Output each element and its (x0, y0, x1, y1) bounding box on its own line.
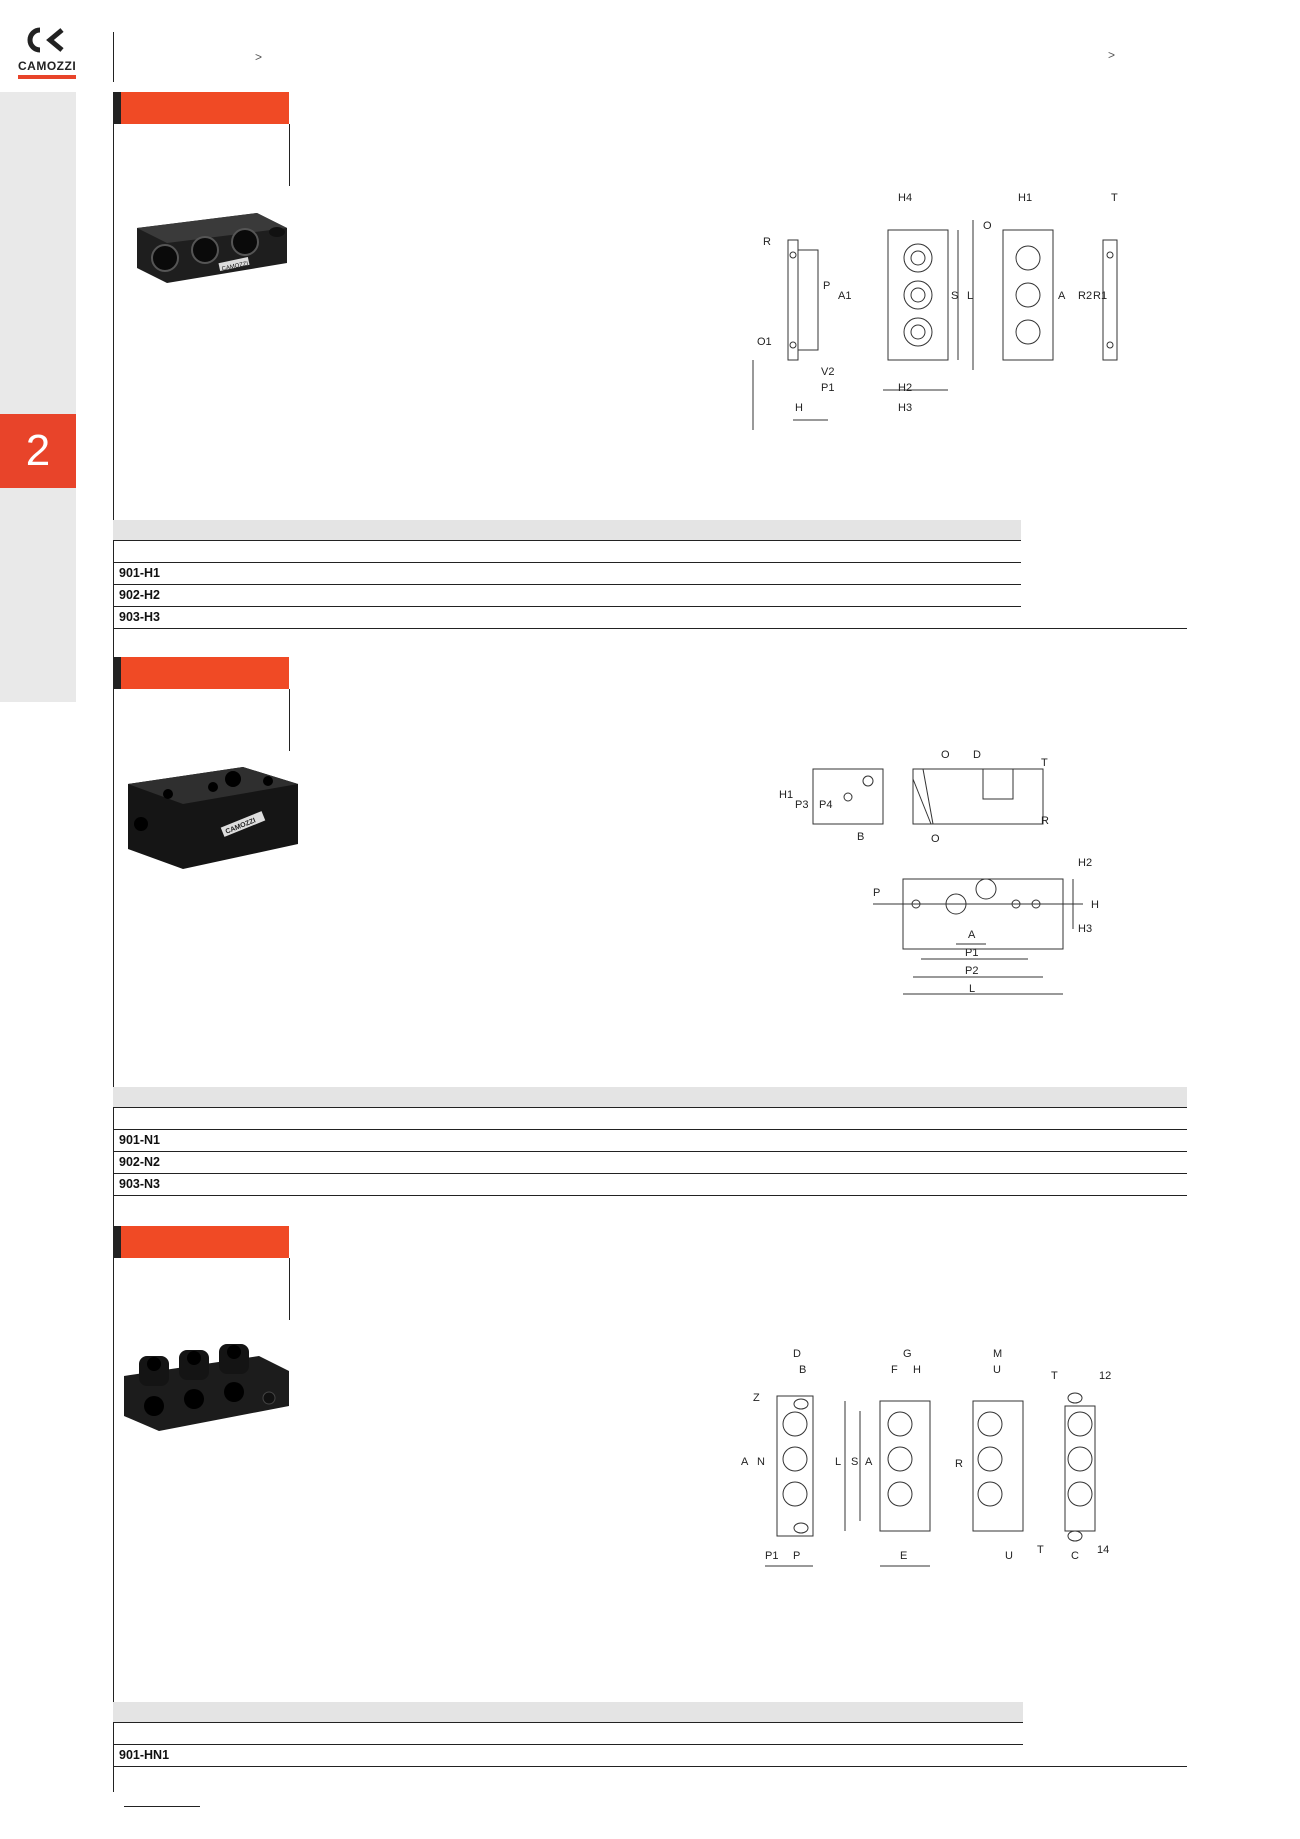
dim-label: O1 (757, 336, 772, 348)
dim-label: U (1005, 1550, 1013, 1562)
dim-label: P3 (795, 799, 809, 811)
dim-label: T (1051, 1370, 1058, 1382)
dim-label: A (1058, 290, 1066, 302)
dim-label: B (857, 831, 865, 843)
dim-label: A (865, 1456, 873, 1468)
dim-label: A1 (838, 290, 852, 302)
table-rule (113, 1766, 1187, 1767)
table-header-row (113, 1702, 1023, 1722)
product-photo-h (127, 188, 297, 308)
dim-label: V2 (821, 366, 835, 378)
dim-label: T (1111, 192, 1118, 204)
chapter-sidebar (0, 92, 76, 702)
header-divider (113, 32, 114, 82)
dim-label: H2 (1078, 857, 1093, 869)
table-rule (113, 1195, 1187, 1196)
dim-label: D (973, 749, 981, 761)
section-header-rule (289, 689, 290, 751)
technical-drawing-h (733, 190, 1153, 430)
dim-label: R (763, 236, 771, 248)
section-header-accent (113, 92, 121, 124)
dim-label: P4 (819, 799, 833, 811)
technical-drawing-n (773, 739, 1213, 1019)
table-header-row (113, 520, 1021, 540)
dim-label: O (931, 833, 940, 845)
brand-underline (18, 75, 76, 79)
dim-label: E (900, 1550, 908, 1562)
table-row-code: 903-H3 (119, 610, 160, 624)
table-row-code: 901-HN1 (119, 1748, 170, 1762)
table-rule (113, 540, 1021, 541)
table-row-code: 901-H1 (119, 566, 160, 580)
dim-label: O (941, 749, 950, 761)
dim-label: 14 (1097, 1544, 1110, 1556)
table-rule (113, 1744, 1023, 1745)
dim-label: R (955, 1458, 963, 1470)
dim-label: 12 (1099, 1370, 1112, 1382)
table-rule (113, 584, 1021, 585)
breadcrumb-arrow-left[interactable]: > (255, 50, 263, 64)
table-rule (113, 628, 1187, 629)
dim-label: P (873, 887, 881, 899)
dim-label: A (741, 1456, 749, 1468)
dim-label: S (851, 1456, 859, 1468)
dim-label: N (757, 1456, 765, 1468)
photo-h-logo: CAMOZZI (221, 261, 249, 273)
dim-label: H1 (1018, 192, 1033, 204)
section-header-rule (289, 1258, 290, 1320)
table-row-code: 903-N3 (119, 1177, 160, 1191)
table-rule (113, 1151, 1187, 1152)
section-header-accent (113, 657, 121, 689)
dim-label: A (968, 929, 976, 941)
technical-drawing-hn (735, 1346, 1175, 1586)
section-header-bar (121, 657, 289, 689)
dim-label: D (793, 1348, 801, 1360)
dim-label: H3 (1078, 923, 1093, 935)
product-photo-hn (119, 1336, 299, 1446)
drawing-hn-labels (735, 1346, 1175, 1586)
dim-label: L (969, 983, 976, 995)
drawing-h-labels (733, 190, 1153, 430)
dim-label: G (903, 1348, 912, 1360)
dim-label: H1 (779, 789, 794, 801)
photo-n-logo: CAMOZZI (224, 817, 257, 836)
section-n (113, 657, 1191, 1197)
dim-label: H (1091, 899, 1099, 911)
camozzi-logo-mark-icon (18, 26, 76, 54)
dim-label: P2 (965, 965, 979, 977)
dim-label: H3 (898, 402, 913, 414)
section-header-accent (113, 1226, 121, 1258)
dim-label: M (993, 1348, 1003, 1360)
dim-label: R (1041, 815, 1049, 827)
dim-label: C (1071, 1550, 1079, 1562)
dim-label: F (891, 1364, 898, 1376)
section-header-rule (289, 124, 290, 186)
dim-label: R1 (1093, 290, 1108, 302)
dim-label: P (793, 1550, 801, 1562)
dim-label: H4 (898, 192, 913, 204)
table-rule (113, 1129, 1187, 1130)
table-row-code: 901-N1 (119, 1133, 160, 1147)
drawing-n-labels (773, 739, 1213, 1019)
section-hn (113, 1226, 1191, 1766)
table-header-row (113, 1087, 1187, 1107)
section-header-bar (121, 1226, 289, 1258)
dim-label: O (983, 220, 992, 232)
dim-label: B (799, 1364, 807, 1376)
dim-label: Z (753, 1392, 760, 1404)
footer-rule (124, 1806, 200, 1807)
dim-label: H (913, 1364, 921, 1376)
table-rule (113, 1107, 1187, 1108)
dim-label: P1 (821, 382, 835, 394)
dim-label: H (795, 402, 803, 414)
dim-label: H2 (898, 382, 913, 394)
brand-name: CAMOZZI (18, 59, 77, 73)
dim-label: T (1037, 1544, 1044, 1556)
dim-label: R2 (1078, 290, 1093, 302)
breadcrumb-arrow-right[interactable]: > (1108, 48, 1116, 62)
dim-label: U (993, 1364, 1001, 1376)
table-rule (113, 606, 1021, 607)
chapter-number-tab: 2 (0, 414, 76, 488)
table-row-code: 902-H2 (119, 588, 160, 602)
product-photo-n (123, 759, 303, 879)
dim-label: P (823, 280, 831, 292)
section-h (113, 92, 1191, 632)
dim-label: P1 (965, 947, 979, 959)
dim-label: L (835, 1456, 842, 1468)
table-row-code: 902-N2 (119, 1155, 160, 1169)
section-header-bar (121, 92, 289, 124)
table-rule (113, 562, 1021, 563)
dim-label: T (1041, 757, 1048, 769)
camozzi-logo (18, 26, 76, 76)
table-rule (113, 1173, 1187, 1174)
dim-label: P1 (765, 1550, 779, 1562)
dim-label: S (951, 290, 959, 302)
dim-label: L (967, 290, 974, 302)
table-rule (113, 1722, 1023, 1723)
